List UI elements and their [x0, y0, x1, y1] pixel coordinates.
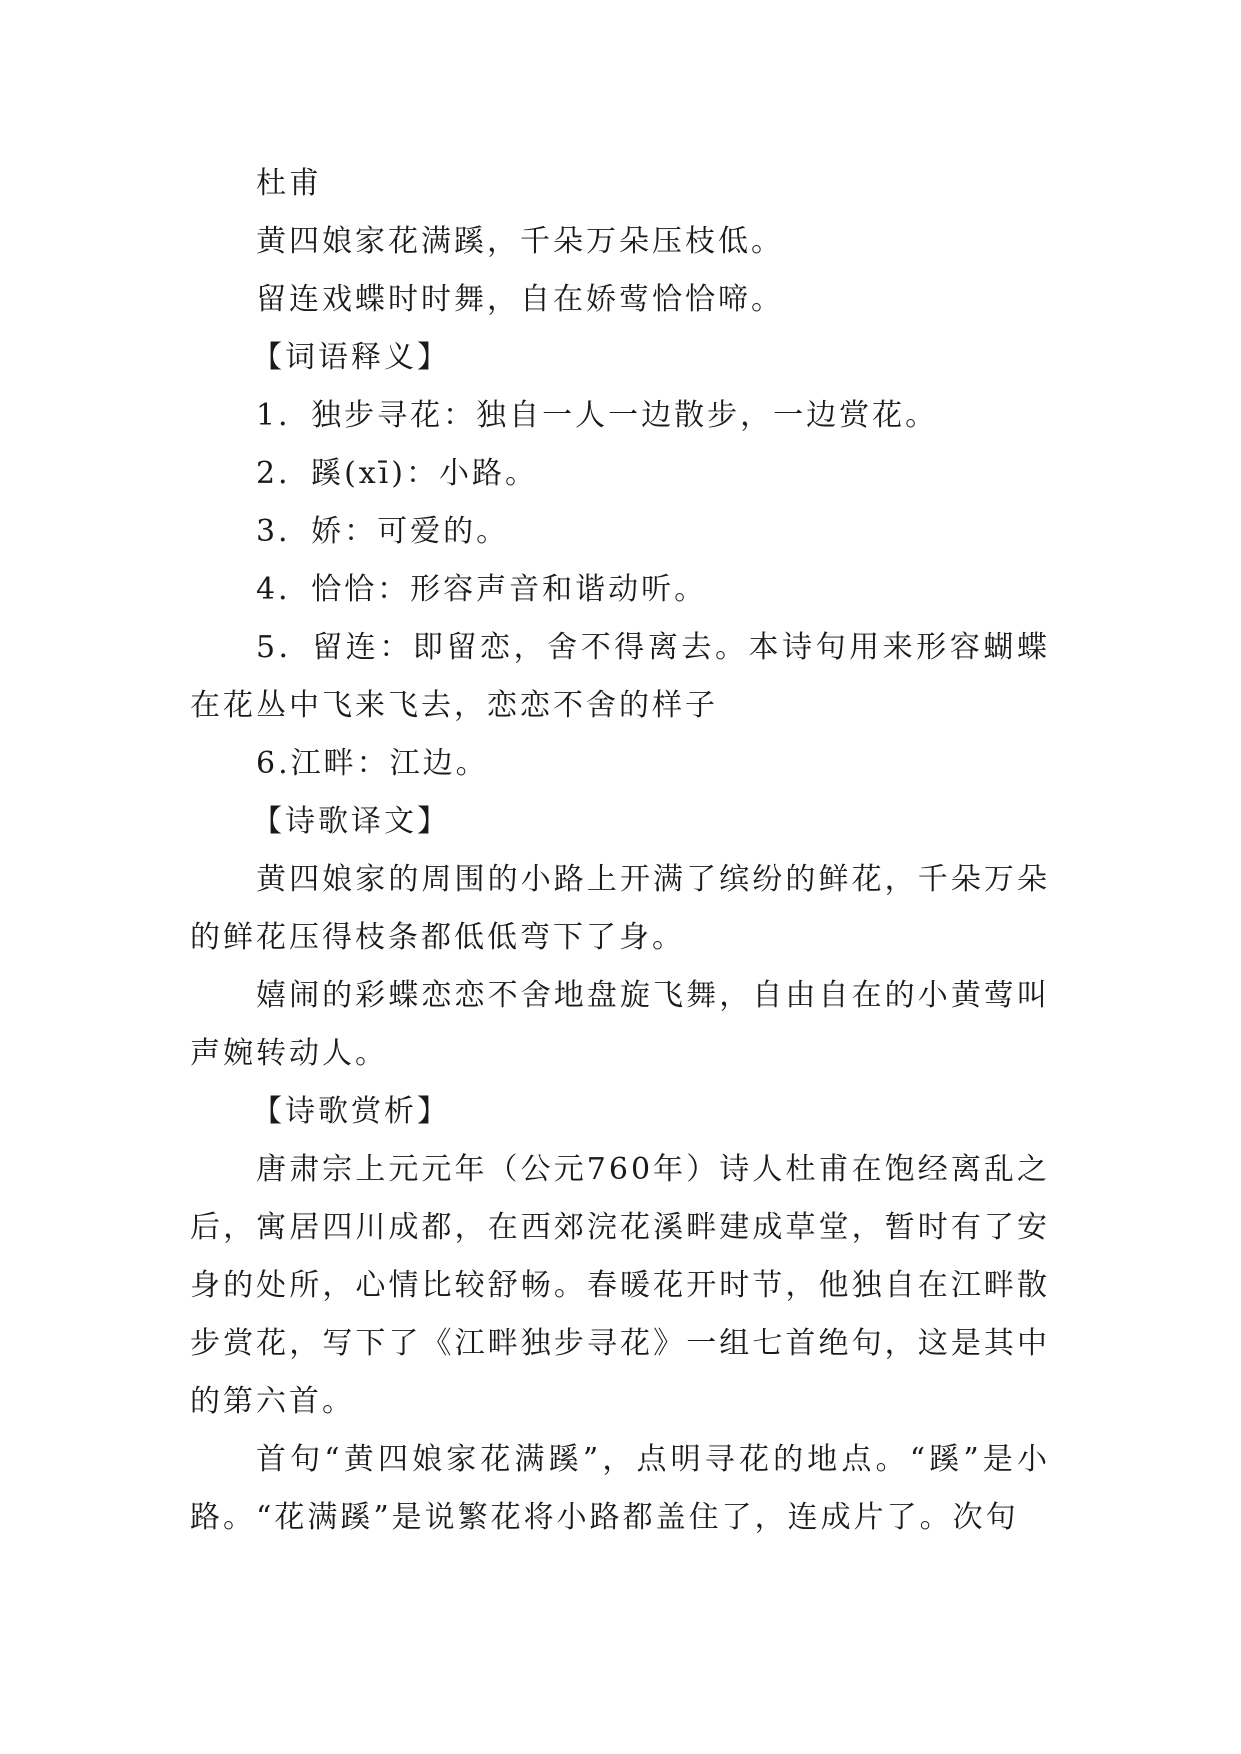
translation-paragraph: 嬉闹的彩蝶恋恋不舍地盘旋飞舞，自由自在的小黄莺叫声婉转动人。 — [190, 978, 1050, 1071]
glossary-item: 1．独步寻花：独自一人一边散步，一边赏花。 — [256, 398, 939, 433]
document-body — [190, 155, 1050, 1547]
glossary-item: 2．蹊(xī)：小路。 — [256, 456, 539, 491]
glossary-item: 4．恰恰：形容声音和谐动听。 — [256, 572, 708, 607]
poem-line-2: 留连戏蝶时时舞，自在娇莺恰恰啼。 — [256, 282, 784, 317]
translation-heading: 【诗歌译文】 — [252, 804, 450, 839]
appreciation-paragraph: 首句“黄四娘家花满蹊”，点明寻花的地点。“蹊”是小路。“花满蹊”是说繁花将小路都盖住了，连成片了。次句 — [190, 1442, 1050, 1535]
glossary-item: 6.江畔：江边。 — [256, 746, 489, 781]
translation-paragraph: 黄四娘家的周围的小路上开满了缤纷的鲜花，千朵万朵的鲜花压得枝条都低低弯下了身。 — [190, 862, 1050, 955]
appreciation-heading: 【诗歌赏析】 — [252, 1094, 450, 1129]
glossary-item: 3．娇：可爱的。 — [256, 514, 510, 549]
glossary-item: 5．留连：即留恋，舍不得离去。本诗句用来形容蝴蝶在花丛中飞来飞去，恋恋不舍的样子 — [190, 630, 1050, 723]
appreciation-paragraph: 唐肃宗上元元年（公元760年）诗人杜甫在饱经离乱之后，寓居四川成都，在西郊浣花溪畔建成草堂，暂时有了安身的处所，心情比较舒畅。春暖花开时节，他独自在江畔散步赏花，写下了《江畔独步寻花》一组七首绝句，这是其中的第六首。 — [190, 1152, 1050, 1419]
glossary-heading: 【词语释义】 — [252, 340, 450, 375]
poem-author: 杜甫 — [256, 166, 322, 201]
poem-line-1: 黄四娘家花满蹊，千朵万朵压枝低。 — [256, 224, 784, 259]
